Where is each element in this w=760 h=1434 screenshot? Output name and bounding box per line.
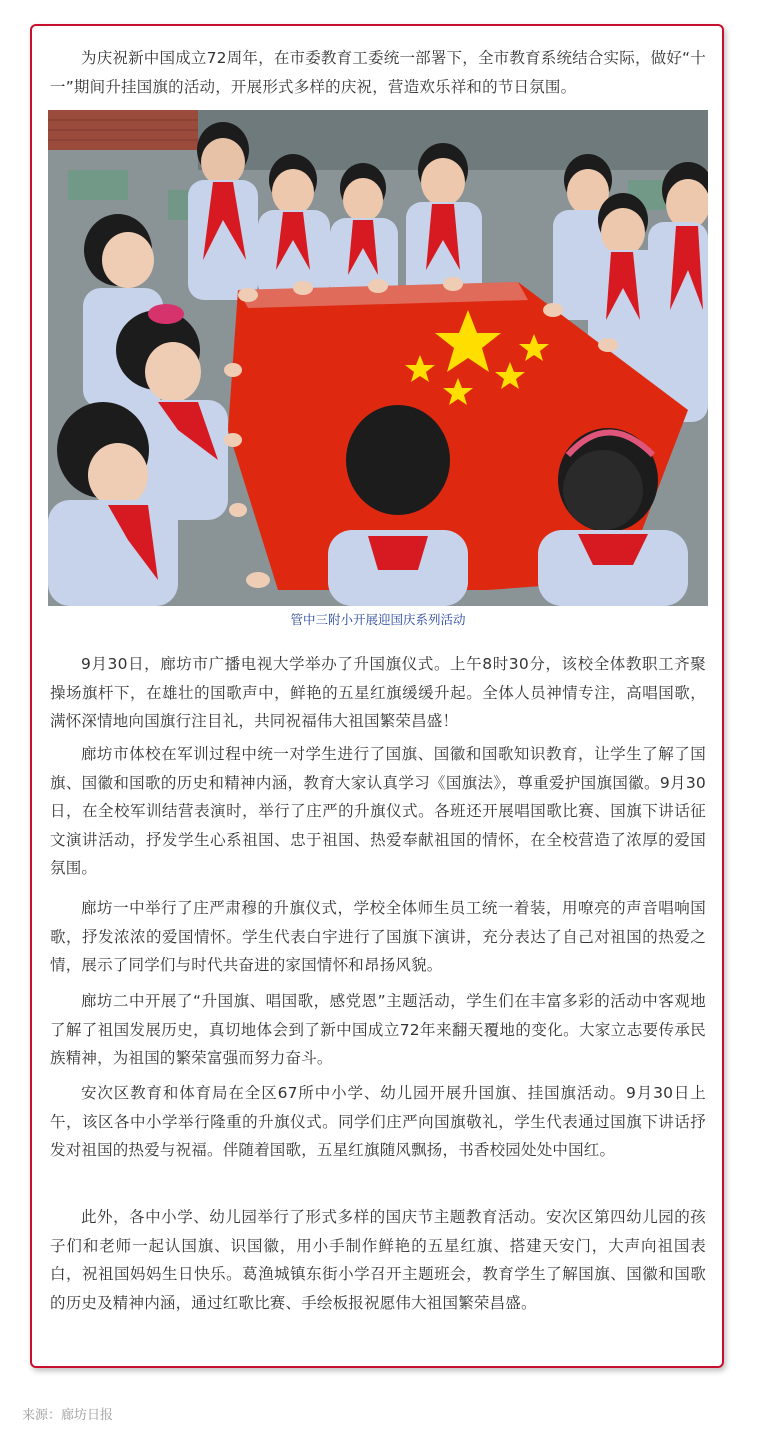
source-credit: 来源：廊坊日报 [22,1408,114,1423]
students-with-flag-illustration [48,110,708,606]
intro-paragraph: 为庆祝新中国成立72周年，在市委教育工委统一部署下，全市教育系统结合实际，做好“十一”期间升挂国旗的活动，开展形式多样的庆祝，营造欢乐祥和的节日氛围。 [50,49,706,96]
article-photo [48,110,708,606]
paragraph-2: 廊坊市体校在军训过程中统一对学生进行了国旗、国徽和国歌知识教育，让学生了解了国旗、国徽和国歌的历史和精神内涵，教育大家认真学习《国旗法》，尊重爱护国旗国徽。9月30日，在全校军训结营表演时，举行了庄严的升旗仪式。各班还开展唱国歌比赛、国旗下讲话征文演讲活动，抒发学生心系祖国、忠于祖国、热爱奉献祖国的情怀，在全校营造了浓厚的爱国氛围。 [50,745,706,877]
paragraph-5: 安次区教育和体育局在全区67所中小学、幼儿园开展升国旗、挂国旗活动。9月30日上午，该区各中小学举行隆重的升旗仪式。同学们庄严向国旗敬礼，学生代表通过国旗下讲话抒发对祖国的热爱与祝福。伴随着国歌，五星红旗随风飘扬，书香校园处处中国红。 [50,1084,706,1159]
photo-caption: 管中三附小开展迎国庆系列活动 [290,612,466,627]
paragraph-4: 廊坊二中开展了“升国旗、唱国歌，感党恩”主题活动，学生们在丰富多彩的活动中客观地了解了祖国发展历史，真切地体会到了新中国成立72年来翻天覆地的变化。大家立志要传承民族精神，为祖国的繁荣富强而努力奋斗。 [50,992,706,1067]
paragraph-3: 廊坊一中举行了庄严肃穆的升旗仪式，学校全体师生员工统一着装，用嘹亮的声音唱响国歌，抒发浓浓的爱国情怀。学生代表白宇进行了国旗下演讲，充分表达了自己对祖国的热爱之情，展示了同学们与时代共奋进的家国情怀和昂扬风貌。 [50,899,706,974]
paragraph-1: 9月30日，廊坊市广播电视大学举办了升国旗仪式。上午8时30分，该校全体教职工齐聚操场旗杆下，在雄壮的国歌声中，鲜艳的五星红旗缓缓升起。全体人员神情专注，高唱国歌，满怀深情地向国旗行注目礼，共同祝福伟大祖国繁荣昌盛！ [50,655,706,730]
paragraph-6: 此外，各中小学、幼儿园举行了形式多样的国庆节主题教育活动。安次区第四幼儿园的孩子们和老师一起认国旗、识国徽，用小手制作鲜艳的五星红旗、搭建天安门，大声向祖国表白，祝祖国妈妈生日快乐。葛渔城镇东街小学召开主题班会，教育学生了解国旗、国徽和国歌的历史及精神内涵，通过红歌比赛、手绘板报祝愿伟大祖国繁荣昌盛。 [50,1208,706,1312]
article-frame [30,24,724,1368]
